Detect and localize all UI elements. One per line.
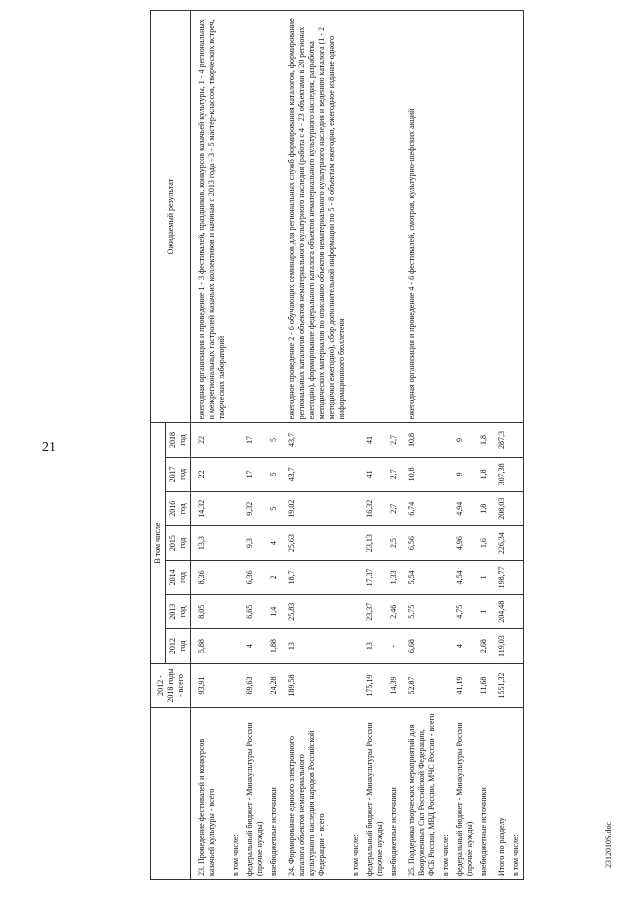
table-row [509,11,524,880]
cell-year [439,457,453,491]
header-year: 2013 год [166,595,191,629]
cell-year: 1,4 [267,595,281,629]
cell-year: 2,46 [387,595,401,629]
row-description: 25. Поддержка творческих мероприятий для Вооруженных Сил Российской Федерации, ФСБ России, МВД России, МЧС России - всего [401,708,439,880]
header-year: 2017 год [166,457,191,491]
cell-year [509,526,524,560]
cell-year: 1,33 [387,560,401,594]
cell-year: 6,65 [243,595,267,629]
row-description: 23. Проведение фестивалей и конкурсов казачьей культуры - всего [191,708,230,880]
cell-year [229,492,243,526]
cell-year [229,526,243,560]
cell-year: 23,37 [363,595,387,629]
header-row-1 [151,11,166,880]
table-row [267,11,281,880]
cell-year: 307,38 [491,457,509,491]
cell-year: 10,8 [401,457,439,491]
cell-total: 175,19 [363,663,387,707]
cell-year: 8,05 [191,595,230,629]
header-total: 2012 - 2018 годы - всего [151,663,191,707]
cell-year: 13 [281,629,349,663]
header-year: 2016 год [166,492,191,526]
cell-year: 4,75 [453,595,477,629]
row-result: ежегодная организация и проведение 1 - 3 фестивалей, праздников, конкурсов казачьей культуры, 1 - 4 региональных и межрегиональных гастролей казачьих коллективов и начиная с 2013 года - 3 - 5 мастер-классов, творческих встреч, творческих лабораторий [191,11,230,423]
cell-year: 41 [363,457,387,491]
header-year: 2018 год [166,423,191,457]
row-result [477,11,491,423]
cell-year [509,595,524,629]
cell-year: 9 [453,457,477,491]
cell-year: 4 [453,629,477,663]
row-description: в том числе: [349,708,363,880]
cell-year [509,629,524,663]
cell-year: 2,7 [387,492,401,526]
cell-year: - [387,629,401,663]
cell-year: 14,32 [191,492,230,526]
row-result [267,11,281,423]
row-result [387,11,401,423]
cell-year: 23,13 [363,526,387,560]
cell-year: 2 [267,560,281,594]
row-description: в том числе: [229,708,243,880]
cell-year: 10,8 [401,423,439,457]
cell-year: 5,88 [191,629,230,663]
row-description: федеральный бюджет - Минкультуры России (прочие нужды) [243,708,267,880]
cell-year: 2,5 [387,526,401,560]
cell-year [439,492,453,526]
table-row [491,11,509,880]
cell-year: 119,03 [491,629,509,663]
cell-total: 93,91 [191,663,230,707]
cell-year: 19,02 [281,492,349,526]
table-row [387,11,401,880]
cell-total: 52,87 [401,663,439,707]
cell-year: 17,37 [363,560,387,594]
cell-year: 17 [243,423,267,457]
cell-year: 13,3 [191,526,230,560]
cell-year [229,560,243,594]
cell-year: 208,03 [491,492,509,526]
row-description: внебюджетные источники [477,708,491,880]
cell-year: 25,63 [281,526,349,560]
table-row [349,11,363,880]
cell-year: 9 [453,423,477,457]
header-result: Ожидаемый результат [151,11,191,423]
cell-year: 22 [191,457,230,491]
row-result [229,11,243,423]
cell-year: 17 [243,457,267,491]
cell-total: 41,19 [453,663,477,707]
cell-year: 1,6 [477,526,491,560]
cell-total: 11,68 [477,663,491,707]
cell-total [349,663,363,707]
cell-total: 189,58 [281,663,349,707]
cell-year: 4,54 [453,560,477,594]
row-result [509,11,524,423]
table-row [229,11,243,880]
row-description: федеральный бюджет - Минкультуры России (прочие нужды) [453,708,477,880]
cell-total: 24,28 [267,663,281,707]
cell-year: 1 [477,595,491,629]
cell-year [439,595,453,629]
cell-total: 14,39 [387,663,401,707]
cell-year: 13 [363,629,387,663]
row-description: внебюджетные источники [387,708,401,880]
table-row [439,11,453,880]
cell-year: 1,8 [477,492,491,526]
footer-code: 2312010S.doc [604,822,613,868]
table-row [401,11,439,880]
cell-year [509,560,524,594]
row-result: ежегодное проведение 2 - 6 обучающих семинаров для региональных служб формирования каталогов, формирование региональных каталогов объектов нематериального культурного наследия (работа с 4 - 23 объектами в 20 регионах ежегодно), формирование федерального каталога объектов нематериального культурного наследия, разработка методических материалов по описанию объектов нематериального культурного наследия и ведению каталога (1 - 2 методички ежегодно), сбор дополнительной информации по 5 - 8 объектам ежегодно, ежегодное издание одного информационного бюллетеня [281,11,349,423]
header-including: В том числе [151,423,166,663]
cell-year [439,526,453,560]
cell-year: 6,68 [401,629,439,663]
cell-year [509,423,524,457]
cell-year: 4,96 [453,526,477,560]
header-year: 2015 год [166,526,191,560]
row-result [349,11,363,423]
table-body [191,11,524,880]
cell-year: 18,7 [281,560,349,594]
cell-year: 1 [477,560,491,594]
cell-year: 5 [267,423,281,457]
row-result [363,11,387,423]
cell-year: 5,75 [401,595,439,629]
cell-total: 69,63 [243,663,267,707]
cell-year [509,457,524,491]
row-result [491,11,509,423]
table-row [281,11,349,880]
cell-year [349,457,363,491]
cell-year: 43,7 [281,423,349,457]
page-number: 21 [42,440,56,455]
cell-year: 16,32 [363,492,387,526]
cell-year [349,629,363,663]
cell-year: 43,7 [281,457,349,491]
cell-year: 204,48 [491,595,509,629]
cell-total [439,663,453,707]
cell-year: 5 [267,457,281,491]
cell-year [509,492,524,526]
cell-year: 6,36 [243,560,267,594]
cell-total [509,663,524,707]
cell-year: 4 [267,526,281,560]
row-description: в том числе: [439,708,453,880]
header-empty [151,708,191,880]
cell-year: 2,7 [387,457,401,491]
cell-year [349,560,363,594]
cell-year: 4 [243,629,267,663]
funding-table [150,10,524,880]
cell-year: 9,3 [243,526,267,560]
cell-year: 287,3 [491,423,509,457]
row-description: 24. Формирование единого электронного каталога объектов нематериального культурного наследия народов Российской Федерации - всего [281,708,349,880]
cell-year: 1,8 [477,457,491,491]
table-row [477,11,491,880]
cell-total [229,663,243,707]
header-year: 2014 год [166,560,191,594]
row-result [453,11,477,423]
cell-year [229,423,243,457]
row-description: в том числе: [509,708,524,880]
header-year: 2012 год [166,629,191,663]
table-row [363,11,387,880]
cell-year: 4,94 [453,492,477,526]
cell-year: 2,7 [387,423,401,457]
cell-year: 226,34 [491,526,509,560]
table-row [453,11,477,880]
cell-year: 6,56 [401,526,439,560]
cell-year [349,423,363,457]
rotated-page [150,10,620,880]
cell-year: 1,88 [267,629,281,663]
cell-year [349,526,363,560]
cell-year [349,595,363,629]
row-result [439,11,453,423]
cell-year: 9,32 [243,492,267,526]
cell-year: 22 [191,423,230,457]
cell-year [229,595,243,629]
cell-year: 25,83 [281,595,349,629]
table-row [243,11,267,880]
cell-year: 198,77 [491,560,509,594]
cell-year: 2,68 [477,629,491,663]
row-description: внебюджетные источники [267,708,281,880]
cell-year: 1,8 [477,423,491,457]
cell-year [349,492,363,526]
row-description: федеральный бюджет - Минкультуры России (прочие нужды) [363,708,387,880]
cell-year: 6,74 [401,492,439,526]
cell-year [439,560,453,594]
cell-year: 5 [267,492,281,526]
cell-year: 41 [363,423,387,457]
cell-total: 1551,32 [491,663,509,707]
row-result [243,11,267,423]
cell-year [439,423,453,457]
table-row [191,11,230,880]
cell-year: 8,36 [191,560,230,594]
cell-year: 5,54 [401,560,439,594]
row-description: Итого по разделу [491,708,509,880]
cell-year [229,629,243,663]
cell-year [439,629,453,663]
cell-year [229,457,243,491]
row-result: ежегодная организация и проведение 4 - 6 фестивалей, смотров, культурно-шефских акций [401,11,439,423]
